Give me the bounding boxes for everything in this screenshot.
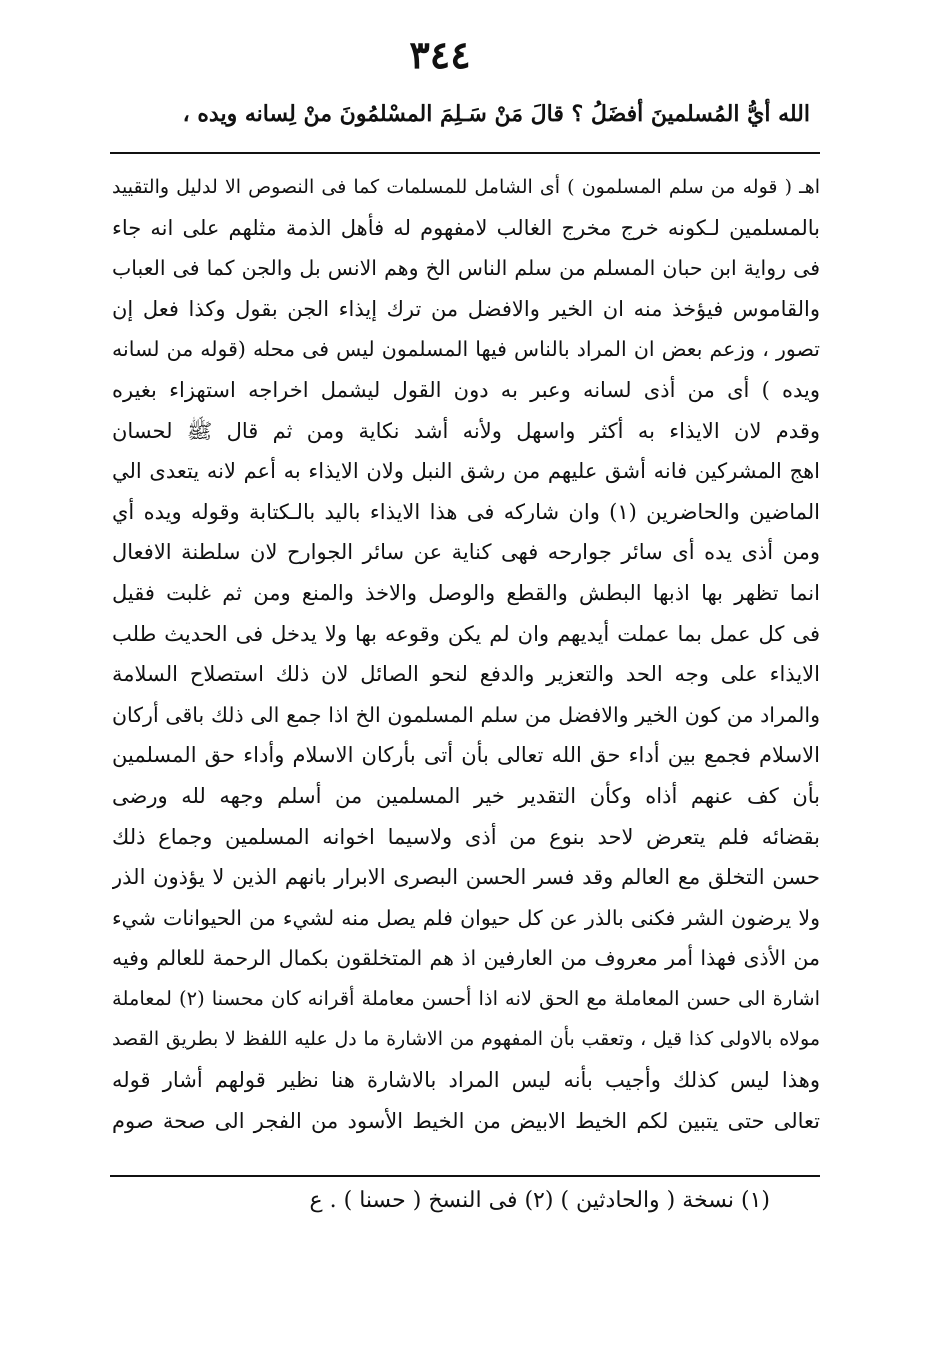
commentary-line: بأن كف عنهم أذاه وكأن التقدير خير المسلمين من أسلم وجهه لله ورضى [112,783,820,808]
commentary-line: وقدم لان الايذاء به أكثر واسهل ولأنه أشد نكاية ومن ثم قال ﷺ لحسان [112,418,820,443]
hadith-text-line: الله أيُّ المُسلمينَ أفضَلُ ؟ قالَ مَنْ سَـلِمَ المسْلمُونَ منْ لِسانه ويده ، [182,101,810,127]
commentary-line: الماضين والحاضرين (١) وان شاركه فى هذا الايذاء باليد بالـكتابة وقوله ويده أي [112,499,820,524]
footnote-divider-line [110,1175,820,1177]
commentary-line: ويده ) أى من أذى لسانه وعبر به دون القول ليشمل اخراجه استهزاء بغيره [112,377,820,402]
commentary-line: فى كل عمل بما عملت أيديهم وان لم يكن وقوعه بها ولا يدخل فى الحديث طلب [112,621,820,646]
commentary-line: انما تظهر بها اذبها البطش والقطع والوصل والاخذ والمنع ومن ثم غلبت فقيل [112,580,820,605]
commentary-line: بالمسلمين لـكونه خرج مخرج الغالب لامفهوم له فأهل الذمة مثلهم على انه جاء [112,215,820,240]
commentary-line: تصور ، وزعم بعض ان المراد بالناس فيها المسلمون ليس فى محله (قوله من لسانه [112,337,820,362]
page-number: ٣٤٤ [409,32,471,77]
commentary-line: بقضائه فلم يتعرض لاحد بنوع من أذى ولاسيما اخوانه المسلمين وجماع ذلك [112,824,820,849]
commentary-line: وهذا ليس كذلك وأجيب بأنه ليس المراد بالاشارة هنا نظير قولهم أشار قوله [112,1068,820,1093]
commentary-line: الاسلام فجمع بين أداء حق الله تعالى بأن أتى بأركان الاسلام وأداء حق المسلمين [112,743,820,768]
footnotes: (١) نسخة ( والحادثين ) (٢) فى النسخ ( حسنا ) . ع [309,1188,770,1213]
commentary-line: حسن التخلق مع العالم وقد فسر الحسن البصرى الابرار بانهم الذين لا يؤذون الذر [112,865,820,890]
commentary-line: اشارة الى حسن المعاملة مع الحق لانه اذا أحسن معاملة أقرانه كان محسنا (٢) لمعاملة [112,986,820,1010]
commentary-line: الايذاء على وجه الحد والتعزير والدفع لنحو الصائل لان ذلك استصلاح السلامة [112,662,820,687]
commentary-line: من الأذى فهذا أمر معروف من العارفين اذ هم المتخلقون بكمال الرحمة للعالم وفيه [112,946,820,971]
commentary-line: ولا يرضون الشر فكنى بالذر عن كل حيوان فلم يصل منه لشيء من الحيوانات شيء [112,905,820,930]
commentary-line: مولاه بالاولى كذا قيل ، وتعقب بأن المفهوم من الاشارة ما دل عليه اللفظ لا بطريق القصد [112,1028,820,1051]
commentary-line: والقاموس فيؤخذ منه ان الخير والافضل من ترك إيذاء الجن بقول وكذا فعل إن [112,296,820,321]
commentary-line: اهج المشركين فانه أشق عليهم من رشق النبل ولان الايذاء به أعم لانه يتعدى الي [112,459,820,484]
commentary-line: ومن أذى يده أى سائر جوارحه فهى كناية عن سائر الجوارح لان سلطنة الافعال [112,540,820,565]
commentary-line: تعالى حتى يتبين لكم الخيط الابيض من الخيط الأسود من الفجر الى صحة صوم [112,1108,820,1133]
commentary-line: فى رواية ابن حبان المسلم من سلم الناس الخ وهم الانس بل والجن كما فى العباب [112,256,820,281]
commentary-body [112,167,820,1141]
commentary-line: والمراد من كون الخير والافضل من سلم المسلمون الخ اذا جمع الى ذلك باقى أركان [112,702,820,727]
top-divider-line [110,152,820,154]
commentary-line: اهـ ( قوله من سلم المسلمون ) أى الشامل للمسلمات كما فى النصوص الا لدليل والتقييد [112,176,820,198]
